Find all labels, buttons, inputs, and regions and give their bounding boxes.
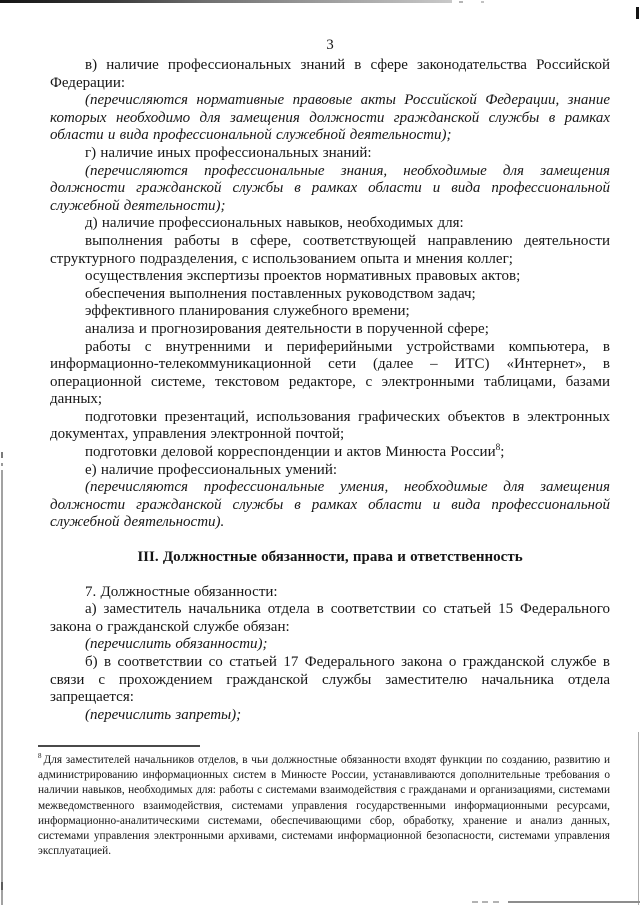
paragraph: е) наличие профессиональных умений: (85, 461, 338, 478)
paragraph: б) в соответствии со статьей 17 Федерального закона о гражданской службе в связи с прохождением гражданской службы заместителю начальника отдела запрещается: (50, 654, 610, 706)
document-body (50, 36, 610, 724)
scan-artifact-right-tick (636, 7, 639, 19)
footnote-marker: 8 (38, 752, 42, 761)
footnote (38, 753, 610, 859)
paragraph: (перечисляются нормативные правовые акты Российской Федерации, знание которых необходимо для замещения должности гражданской службы в рамках области и вида профессиональной служебной деятельности); (50, 92, 610, 144)
paragraph: обеспечения выполнения поставленных руководством задач; (85, 285, 476, 302)
paragraph: д) наличие профессиональных навыков, необходимых для: (85, 215, 464, 232)
section-heading: III. Должностные обязанности, права и ответственность (137, 549, 523, 566)
scan-artifact-bottom-dash (493, 901, 499, 903)
footnote-area (38, 745, 610, 859)
paragraph: а) заместитель начальника отдела в соответствии со статьей 15 Федерального закона о гражданской службе обязан: (50, 601, 610, 635)
scan-artifact-bottom-dash (482, 901, 488, 903)
paragraph: выполнения работы в сфере, соответствующей направлению деятельности структурного подразделения, с использованием опыта и мнения коллег; (50, 232, 610, 267)
scan-artifact-left-dash (1, 463, 3, 466)
scan-artifact-bottom-dash (472, 901, 478, 903)
paragraph: подготовки деловой корреспонденции и актов Минюста России$^8$; (85, 443, 505, 461)
scan-artifact-top-line (0, 0, 452, 3)
scan-artifact-dot (481, 1, 484, 3)
paragraph: подготовки презентаций, использования графических объектов в электронных документах, управления электронной почтой; (50, 408, 610, 443)
paragraph: (перечисляются профессиональные знания, необходимые для замещения должности гражданской службы в рамках области и вида профессиональной служебной деятельности); (50, 162, 610, 214)
paragraph: (перечислить обязанности); (85, 636, 268, 653)
paragraph: 7. Должностные обязанности: (85, 583, 278, 600)
footnote-reference: 8 (495, 443, 501, 454)
paragraph: анализа и прогнозирования деятельности в порученной сфере; (85, 320, 489, 337)
footnote-text: Для заместителей начальников отделов, в чьи должностные обязанности входят функции по созданию, развитию и администрированию информационных систем в Минюсте России, устанавливаются дополнительные требования о наличии навыков, необходимых для: работы с системами взаимодействия с гражданами и организациями, системами межведомственного взаимодействия, системами управления государственными информационными ресурсами, информационно-аналитическими системами, обеспечивающими сбор, обработку, хранение и анализ данных, системами управления электронными архивами, системами информационной безопасности, системами управления эксплуатацией. (38, 754, 610, 858)
scan-artifact-dot (459, 1, 463, 3)
paragraph: осуществления экспертизы проектов нормативных правовых актов; (85, 268, 521, 285)
paragraph: (перечисляются профессиональные умения, необходимые для замещения должности гражданской службы в рамках области и вида профессиональной служебной деятельности). (50, 479, 610, 531)
scan-artifact-left-edge-line (1, 470, 3, 905)
paragraphs-container (50, 57, 610, 724)
scan-artifact-left-edge-dark-segment (1, 882, 3, 890)
paragraph: (перечислить запреты); (85, 706, 242, 723)
paragraph: работы с внутренними и периферийными устройствами компьютера, в информационно-телекоммуникационной сети (далее – ИТС) «Интернет», в операционной системе, текстовом редакторе, с электронными таблицами, базами данных; (50, 338, 610, 408)
page-number: 3 (326, 37, 334, 53)
footnote-separator (38, 745, 200, 747)
scan-artifact-left-dash (1, 452, 3, 458)
scan-artifact-right-edge-line (638, 732, 640, 905)
paragraph: эффективного планирования служебного времени; (85, 303, 410, 320)
scan-artifact-bottom-line (508, 901, 640, 903)
paragraph: в) наличие профессиональных знаний в сфере законодательства Российской Федерации: (50, 57, 610, 91)
paragraph: г) наличие иных профессиональных знаний: (85, 144, 372, 161)
